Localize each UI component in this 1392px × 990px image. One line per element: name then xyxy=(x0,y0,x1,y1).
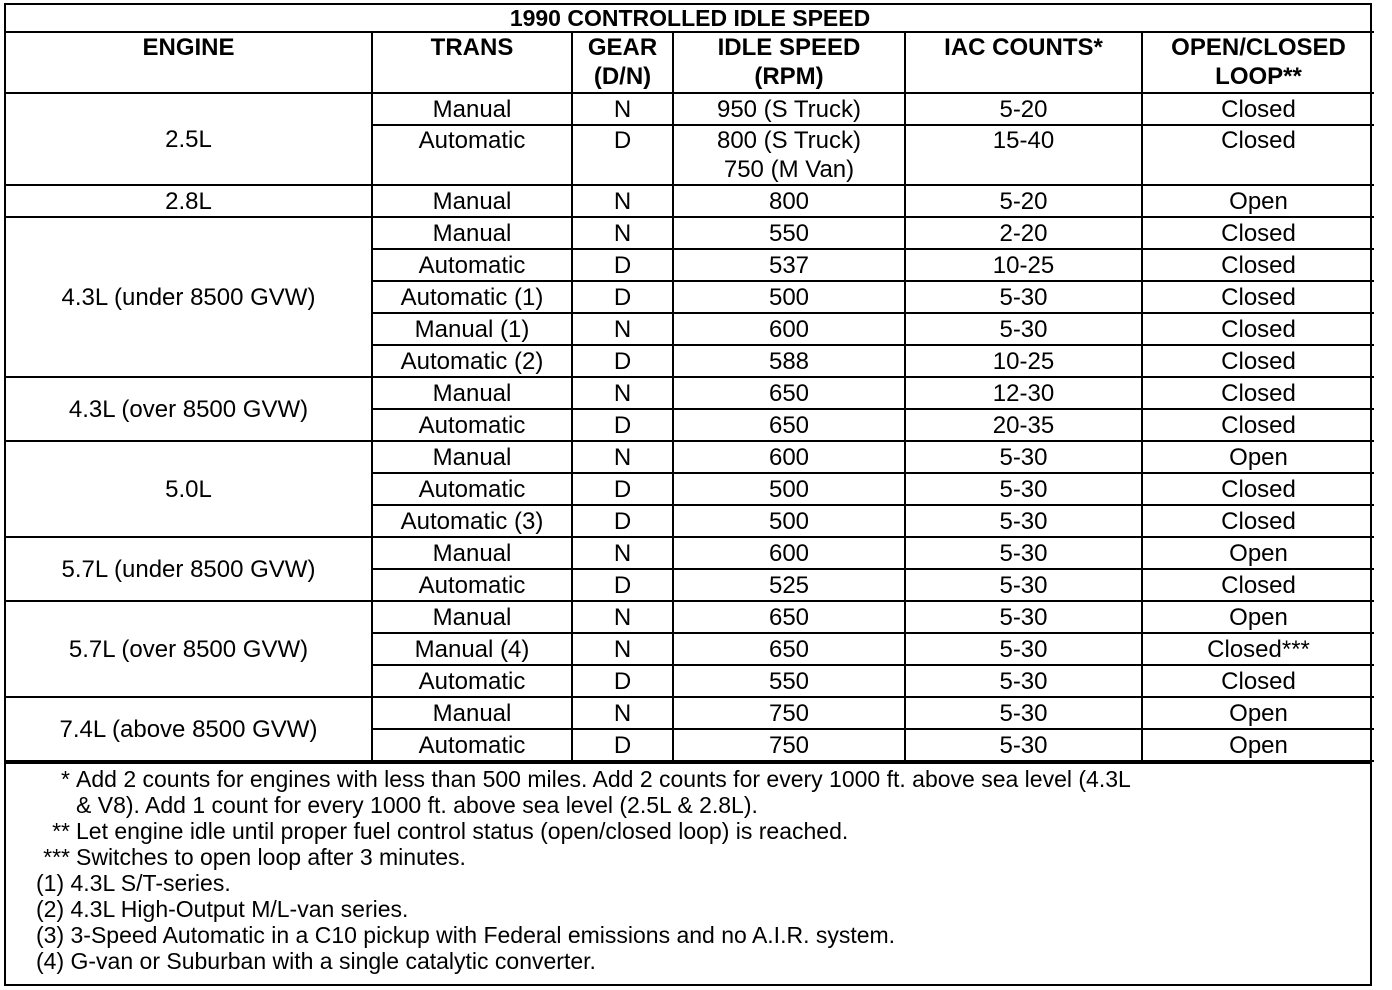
engine-cell: 5.7L (over 8500 GVW) xyxy=(6,601,372,697)
table-row xyxy=(6,377,1374,409)
footnote xyxy=(6,844,1370,870)
idle-speed-line: 750 (M Van) xyxy=(723,156,855,183)
loop-cell: Closed xyxy=(1142,125,1374,185)
loop-cell: Closed xyxy=(1142,93,1374,125)
header-loop xyxy=(1142,32,1374,93)
engine-cell: 4.3L (under 8500 GVW) xyxy=(6,217,372,377)
iac-counts-cell: 5-30 xyxy=(905,505,1142,537)
idle-speed-cell xyxy=(673,729,905,761)
footnote xyxy=(6,818,1370,844)
idle-speed-line: 750 xyxy=(768,731,810,759)
idle-speed-cell xyxy=(673,633,905,665)
idle-speed-cell xyxy=(673,93,905,125)
iac-counts-cell: 20-35 xyxy=(905,409,1142,441)
loop-cell: Open xyxy=(1142,601,1374,633)
footnote xyxy=(6,766,1370,818)
gear-cell: N xyxy=(572,441,673,473)
header-idle-speed xyxy=(673,32,905,93)
trans-cell: Manual xyxy=(372,441,572,473)
table-row xyxy=(6,441,1374,473)
footnote-line: (3) 3-Speed Automatic in a C10 pickup with Federal emissions and no A.I.R. system. xyxy=(36,922,896,948)
gear-cell: N xyxy=(572,185,673,217)
gear-cell: N xyxy=(572,601,673,633)
idle-speed-cell xyxy=(673,473,905,505)
footnote-mark: *** xyxy=(43,844,70,870)
gear-cell: N xyxy=(572,537,673,569)
trans-cell: Automatic xyxy=(372,569,572,601)
trans-cell: Manual xyxy=(372,377,572,409)
loop-cell: Closed*** xyxy=(1142,633,1374,665)
loop-cell: Closed xyxy=(1142,345,1374,377)
header-trans: TRANS xyxy=(372,32,572,93)
loop-cell: Closed xyxy=(1142,665,1374,697)
footnote xyxy=(6,922,1370,948)
gear-cell: D xyxy=(572,281,673,313)
gear-cell: N xyxy=(572,313,673,345)
iac-counts-cell: 15-40 xyxy=(905,125,1142,185)
iac-counts-cell: 5-30 xyxy=(905,601,1142,633)
footnote xyxy=(6,948,1370,974)
footnote-line: Add 2 counts for engines with less than 500 miles. Add 2 counts for every 1000 ft. above sea level (4.3L xyxy=(76,766,1131,792)
loop-cell: Open xyxy=(1142,537,1374,569)
iac-counts-cell: 5-30 xyxy=(905,281,1142,313)
footnote-line: Let engine idle until proper fuel control status (open/closed loop) is reached. xyxy=(76,818,849,844)
gear-cell: D xyxy=(572,409,673,441)
idle-speed-cell xyxy=(673,249,905,281)
iac-counts-cell: 5-20 xyxy=(905,93,1142,125)
gear-cell: D xyxy=(572,729,673,761)
iac-counts-cell: 2-20 xyxy=(905,217,1142,249)
loop-cell: Open xyxy=(1142,185,1374,217)
idle-speed-line: 650 xyxy=(768,635,810,663)
header-row xyxy=(6,32,1374,93)
trans-cell: Automatic xyxy=(372,729,572,761)
loop-cell: Closed xyxy=(1142,505,1374,537)
gear-cell: D xyxy=(572,249,673,281)
idle-speed-line: 525 xyxy=(768,571,810,599)
header-idle-line2: (RPM) xyxy=(754,63,824,90)
engine-cell: 5.0L xyxy=(6,441,372,537)
trans-cell: Manual xyxy=(372,697,572,729)
idle-speed-line: 500 xyxy=(768,475,810,503)
idle-speed-line: 800 (S Truck) xyxy=(716,127,862,154)
idle-speed-cell xyxy=(673,313,905,345)
idle-speed-line: 650 xyxy=(768,603,810,631)
trans-cell: Manual xyxy=(372,217,572,249)
loop-cell: Closed xyxy=(1142,217,1374,249)
iac-counts-cell: 12-30 xyxy=(905,377,1142,409)
gear-cell: N xyxy=(572,217,673,249)
trans-cell: Automatic (1) xyxy=(372,281,572,313)
gear-cell: N xyxy=(572,633,673,665)
idle-speed-line: 600 xyxy=(768,443,810,471)
gear-cell: D xyxy=(572,473,673,505)
trans-cell: Automatic xyxy=(372,473,572,505)
trans-cell: Manual xyxy=(372,601,572,633)
footnote-line: Switches to open loop after 3 minutes. xyxy=(76,844,466,870)
iac-counts-cell: 5-30 xyxy=(905,441,1142,473)
idle-speed-cell xyxy=(673,409,905,441)
header-gear-line1: GEAR xyxy=(587,34,658,61)
idle-speed-line: 950 (S Truck) xyxy=(716,95,862,123)
idle-speed-cell xyxy=(673,185,905,217)
trans-cell: Manual (1) xyxy=(372,313,572,345)
engine-cell: 2.8L xyxy=(6,185,372,217)
idle-speed-line: 650 xyxy=(768,379,810,407)
iac-counts-cell: 5-20 xyxy=(905,185,1142,217)
table-row xyxy=(6,185,1374,217)
loop-cell: Open xyxy=(1142,441,1374,473)
gear-cell: D xyxy=(572,505,673,537)
iac-counts-cell: 5-30 xyxy=(905,537,1142,569)
loop-cell: Open xyxy=(1142,729,1374,761)
table-row xyxy=(6,697,1374,729)
loop-cell: Closed xyxy=(1142,569,1374,601)
iac-counts-cell: 5-30 xyxy=(905,729,1142,761)
idle-speed-line: 600 xyxy=(768,539,810,567)
footnote-line: (4) G-van or Suburban with a single catalytic converter. xyxy=(36,948,596,974)
header-loop-line2: LOOP** xyxy=(1215,63,1302,90)
engine-cell: 7.4L (above 8500 GVW) xyxy=(6,697,372,761)
idle-speed-line: 750 xyxy=(768,699,810,727)
iac-counts-cell: 5-30 xyxy=(905,473,1142,505)
table-row xyxy=(6,217,1374,249)
footnote xyxy=(6,896,1370,922)
idle-speed-line: 800 xyxy=(768,187,810,215)
footnote-mark: ** xyxy=(52,818,70,844)
footnote-mark: * xyxy=(61,766,70,792)
loop-cell: Closed xyxy=(1142,313,1374,345)
header-engine: ENGINE xyxy=(6,32,372,93)
header-idle-line1: IDLE SPEED xyxy=(717,34,861,61)
idle-speed-line: 600 xyxy=(768,315,810,343)
idle-speed-cell xyxy=(673,569,905,601)
trans-cell: Manual xyxy=(372,185,572,217)
engine-cell: 4.3L (over 8500 GVW) xyxy=(6,377,372,441)
header-gear-line2: (D/N) xyxy=(593,63,652,90)
idle-speed-line: 550 xyxy=(768,219,810,247)
footnote-line: (1) 4.3L S/T-series. xyxy=(36,870,231,896)
gear-cell: N xyxy=(572,93,673,125)
loop-cell: Open xyxy=(1142,697,1374,729)
trans-cell: Automatic (2) xyxy=(372,345,572,377)
gear-cell: D xyxy=(572,569,673,601)
table-row xyxy=(6,537,1374,569)
gear-cell: D xyxy=(572,665,673,697)
trans-cell: Automatic xyxy=(372,409,572,441)
trans-cell: Automatic xyxy=(372,665,572,697)
idle-speed-line: 550 xyxy=(768,667,810,695)
iac-counts-cell: 5-30 xyxy=(905,313,1142,345)
trans-cell: Automatic (3) xyxy=(372,505,572,537)
table-body xyxy=(6,93,1374,761)
engine-cell: 2.5L xyxy=(6,93,372,185)
footnote-line: & V8). Add 1 count for every 1000 ft. above sea level (2.5L & 2.8L). xyxy=(76,792,758,818)
trans-cell: Manual xyxy=(372,537,572,569)
gear-cell: D xyxy=(572,345,673,377)
trans-cell: Automatic xyxy=(372,249,572,281)
iac-counts-cell: 5-30 xyxy=(905,633,1142,665)
iac-counts-cell: 10-25 xyxy=(905,345,1142,377)
idle-speed-cell xyxy=(673,217,905,249)
trans-cell: Automatic xyxy=(372,125,572,185)
idle-speed-document xyxy=(4,3,1372,986)
engine-cell: 5.7L (under 8500 GVW) xyxy=(6,537,372,601)
table-row xyxy=(6,601,1374,633)
loop-cell: Closed xyxy=(1142,473,1374,505)
idle-speed-cell xyxy=(673,601,905,633)
footnote-line: (2) 4.3L High-Output M/L-van series. xyxy=(36,896,409,922)
idle-speed-cell xyxy=(673,281,905,313)
idle-speed-cell xyxy=(673,665,905,697)
iac-counts-cell: 5-30 xyxy=(905,697,1142,729)
idle-speed-cell xyxy=(673,377,905,409)
idle-speed-line: 500 xyxy=(768,507,810,535)
table-row xyxy=(6,93,1374,125)
idle-speed-line: 500 xyxy=(768,283,810,311)
gear-cell: N xyxy=(572,697,673,729)
table-title: 1990 CONTROLLED IDLE SPEED xyxy=(6,5,1374,32)
idle-speed-line: 650 xyxy=(768,411,810,439)
iac-counts-cell: 5-30 xyxy=(905,569,1142,601)
loop-cell: Closed xyxy=(1142,377,1374,409)
iac-counts-cell: 10-25 xyxy=(905,249,1142,281)
loop-cell: Closed xyxy=(1142,249,1374,281)
idle-speed-line: 588 xyxy=(768,347,810,375)
gear-cell: N xyxy=(572,377,673,409)
footnote xyxy=(6,870,1370,896)
idle-speed-cell xyxy=(673,537,905,569)
idle-speed-line: 537 xyxy=(768,251,810,279)
header-iac-counts: IAC COUNTS* xyxy=(905,32,1142,93)
header-loop-line1: OPEN/CLOSED xyxy=(1171,34,1346,61)
loop-cell: Closed xyxy=(1142,409,1374,441)
idle-speed-cell xyxy=(673,505,905,537)
idle-speed-cell xyxy=(673,697,905,729)
idle-speed-cell xyxy=(673,345,905,377)
idle-speed-cell xyxy=(673,125,905,185)
header-gear xyxy=(572,32,673,93)
iac-counts-cell: 5-30 xyxy=(905,665,1142,697)
trans-cell: Manual (4) xyxy=(372,633,572,665)
gear-cell: D xyxy=(572,125,673,185)
idle-speed-cell xyxy=(673,441,905,473)
footnotes xyxy=(6,762,1370,974)
loop-cell: Closed xyxy=(1142,281,1374,313)
idle-speed-table xyxy=(6,5,1374,762)
trans-cell: Manual xyxy=(372,93,572,125)
